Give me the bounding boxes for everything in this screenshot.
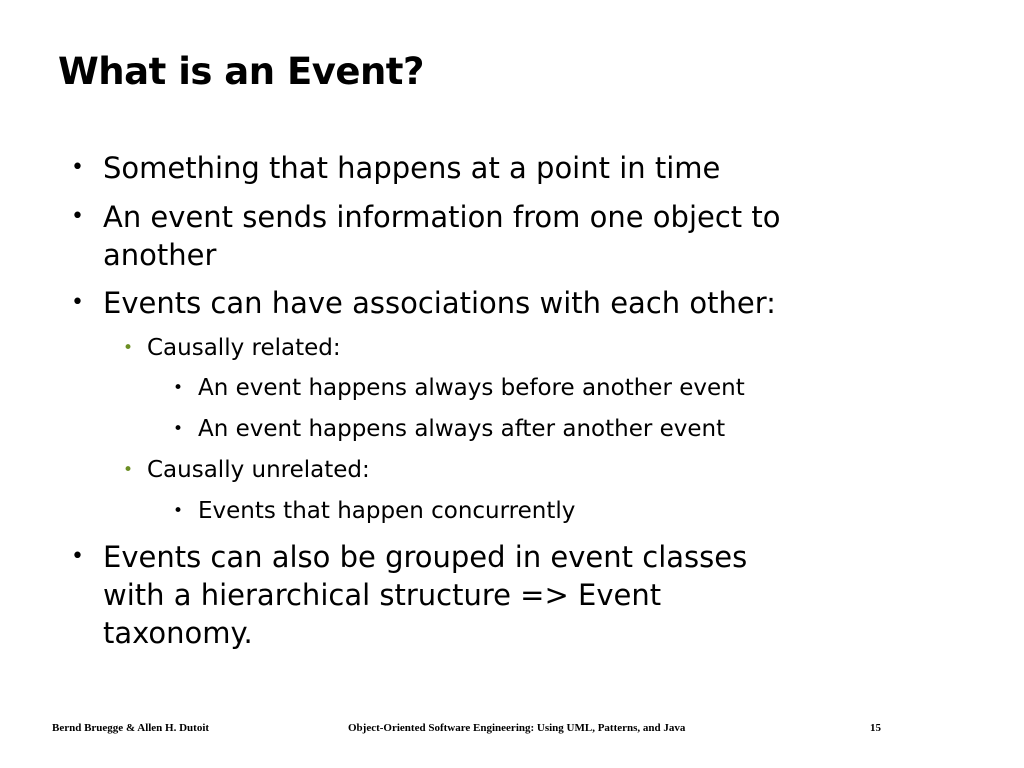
- sub-bullet-marker: •: [123, 338, 134, 358]
- bullet-text: another: [103, 238, 217, 272]
- bullet-text: Events can have associations with each other:: [103, 286, 776, 320]
- sub-sub-bullet-marker: •: [173, 419, 184, 439]
- bullet-marker: •: [71, 204, 84, 229]
- sub-bullet-text: Causally unrelated:: [147, 457, 370, 483]
- bullet-item: [71, 538, 748, 652]
- bullet-item: [71, 284, 776, 322]
- sub-bullet-item: [123, 455, 370, 485]
- sub-sub-bullet-text: Events that happen concurrently: [198, 498, 576, 524]
- footer-page-number: 15: [870, 722, 881, 734]
- sub-sub-bullet-marker: •: [173, 501, 184, 521]
- slide-title: What is an Event?: [58, 50, 424, 93]
- sub-sub-bullet-marker: •: [173, 378, 184, 398]
- footer-course-title: Object-Oriented Software Engineering: Using UML, Patterns, and Java: [348, 722, 686, 734]
- bullet-text: Events can also be grouped in event classes: [103, 540, 748, 574]
- sub-sub-bullet-item: [173, 373, 745, 403]
- sub-bullet-text: Causally related:: [147, 335, 341, 361]
- bullet-marker: •: [71, 290, 84, 315]
- sub-sub-bullet-text: An event happens always before another event: [198, 375, 745, 401]
- sub-bullet-marker: •: [123, 460, 134, 480]
- sub-bullet-item: [123, 333, 341, 363]
- bullet-marker: •: [71, 155, 84, 180]
- bullet-text: with a hierarchical structure => Event: [103, 578, 662, 612]
- bullet-marker: •: [71, 544, 84, 569]
- bullet-item: [71, 198, 781, 274]
- bullet-item: [71, 149, 721, 187]
- footer-authors: Bernd Bruegge & Allen H. Dutoit: [52, 722, 210, 734]
- bullet-text: taxonomy.: [103, 616, 253, 650]
- bullet-text: Something that happens at a point in time: [103, 151, 721, 185]
- bullet-text: An event sends information from one object to: [103, 200, 781, 234]
- sub-sub-bullet-item: [173, 414, 726, 444]
- sub-sub-bullet-text: An event happens always after another event: [198, 416, 726, 442]
- sub-sub-bullet-item: [173, 496, 576, 526]
